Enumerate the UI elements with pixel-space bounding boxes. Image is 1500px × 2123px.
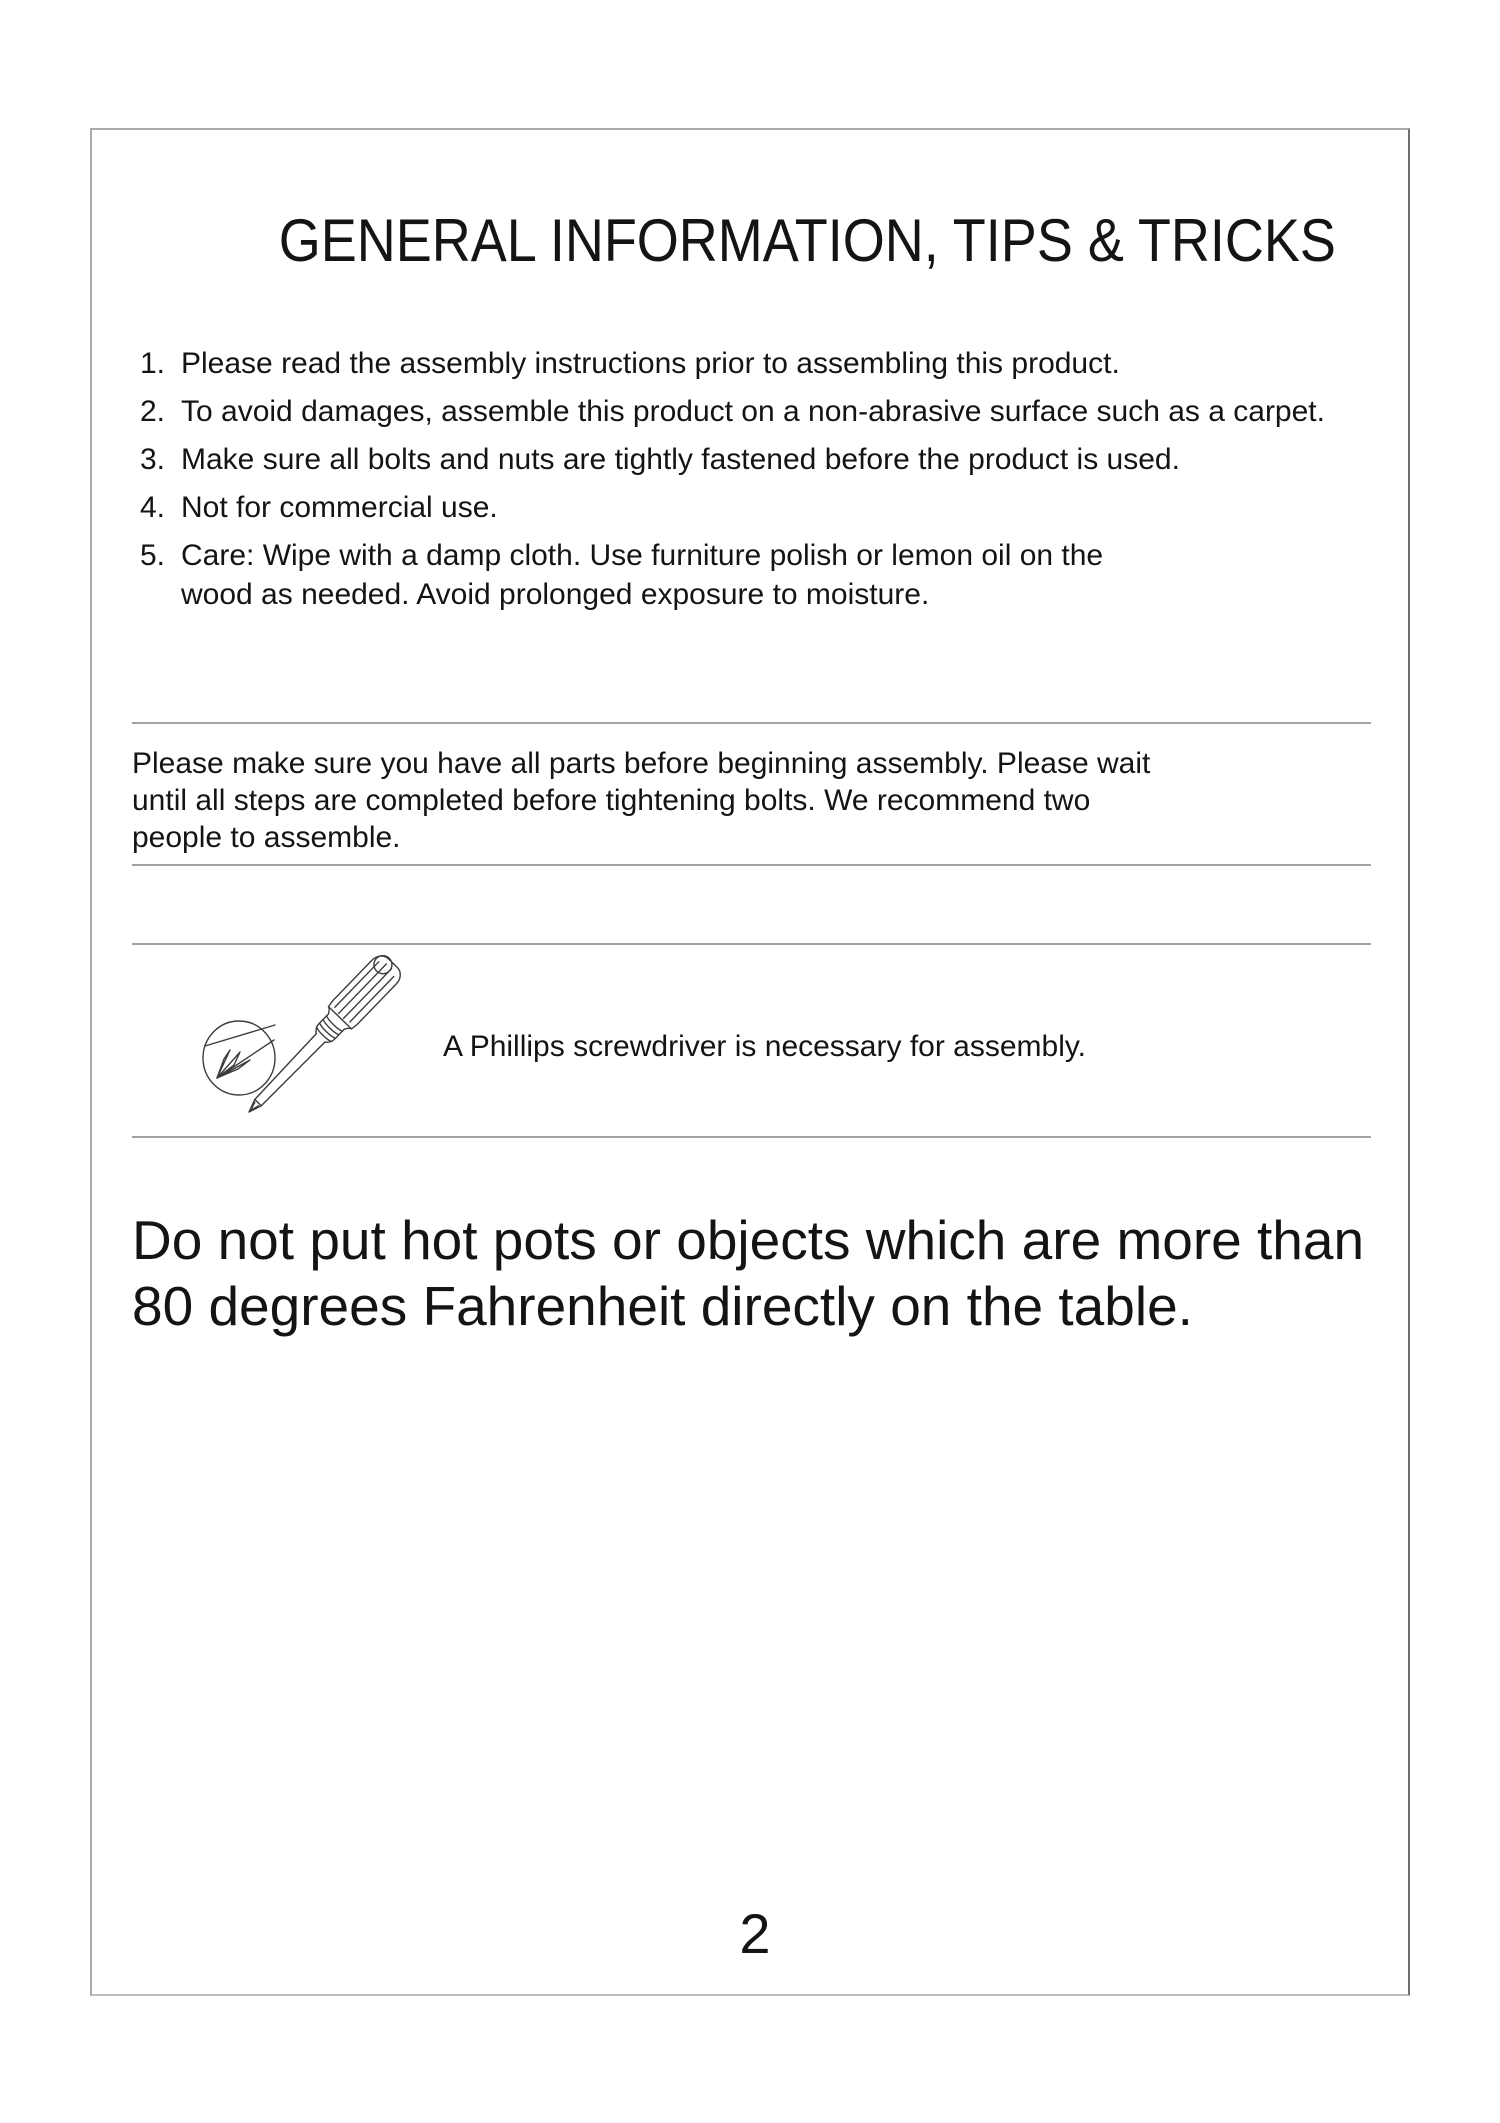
list-item-text: wood as needed. Avoid prolonged exposure to moisture.	[181, 578, 930, 611]
list-item-text: To avoid damages, assemble this product on a non-abrasive surface such as a carpet.	[181, 395, 1325, 428]
page-border-box	[90, 128, 1410, 1996]
list-item-number: 1.	[140, 347, 166, 380]
heat-warning	[132, 1207, 1364, 1339]
divider-line	[132, 722, 1371, 724]
list-item-text: Make sure all bolts and nuts are tightly fastened before the product is used.	[181, 443, 1180, 476]
list-item	[140, 536, 1380, 614]
assembly-note-line: Please make sure you have all parts before beginning assembly. Please wait	[132, 747, 1151, 780]
assembly-note-line: people to assemble.	[132, 821, 401, 854]
list-item-number: 3.	[140, 443, 166, 476]
assembly-note-line: until all steps are completed before tightening bolts. We recommend two	[132, 784, 1091, 817]
tool-note-text: A Phillips screwdriver is necessary for assembly.	[443, 1030, 1086, 1063]
list-item	[140, 488, 1380, 527]
heat-warning-line: 80 degrees Fahrenheit directly on the table.	[132, 1275, 1193, 1337]
list-item	[140, 344, 1380, 383]
page-title	[149, 207, 1465, 274]
list-item-number: 2.	[140, 395, 166, 428]
divider-line	[132, 1136, 1371, 1138]
list-item	[140, 440, 1380, 479]
page-title-text: GENERAL INFORMATION, TIPS & TRICKS	[278, 207, 1336, 274]
list-item	[140, 392, 1380, 431]
list-item-text: Not for commercial use.	[181, 491, 498, 524]
page-number: 2	[739, 1902, 771, 1965]
phillips-screwdriver-icon	[172, 947, 402, 1132]
list-item-text: Please read the assembly instructions prior to assembling this product.	[181, 347, 1120, 380]
list-item-number: 5.	[140, 539, 166, 572]
list-item-text: Care: Wipe with a damp cloth. Use furniture polish or lemon oil on the	[181, 539, 1104, 572]
heat-warning-line: Do not put hot pots or objects which are more than	[132, 1209, 1365, 1271]
assembly-note	[132, 745, 1150, 856]
list-item-number: 4.	[140, 491, 166, 524]
divider-line	[132, 864, 1371, 866]
instruction-list	[140, 344, 1380, 623]
divider-line	[132, 943, 1371, 945]
